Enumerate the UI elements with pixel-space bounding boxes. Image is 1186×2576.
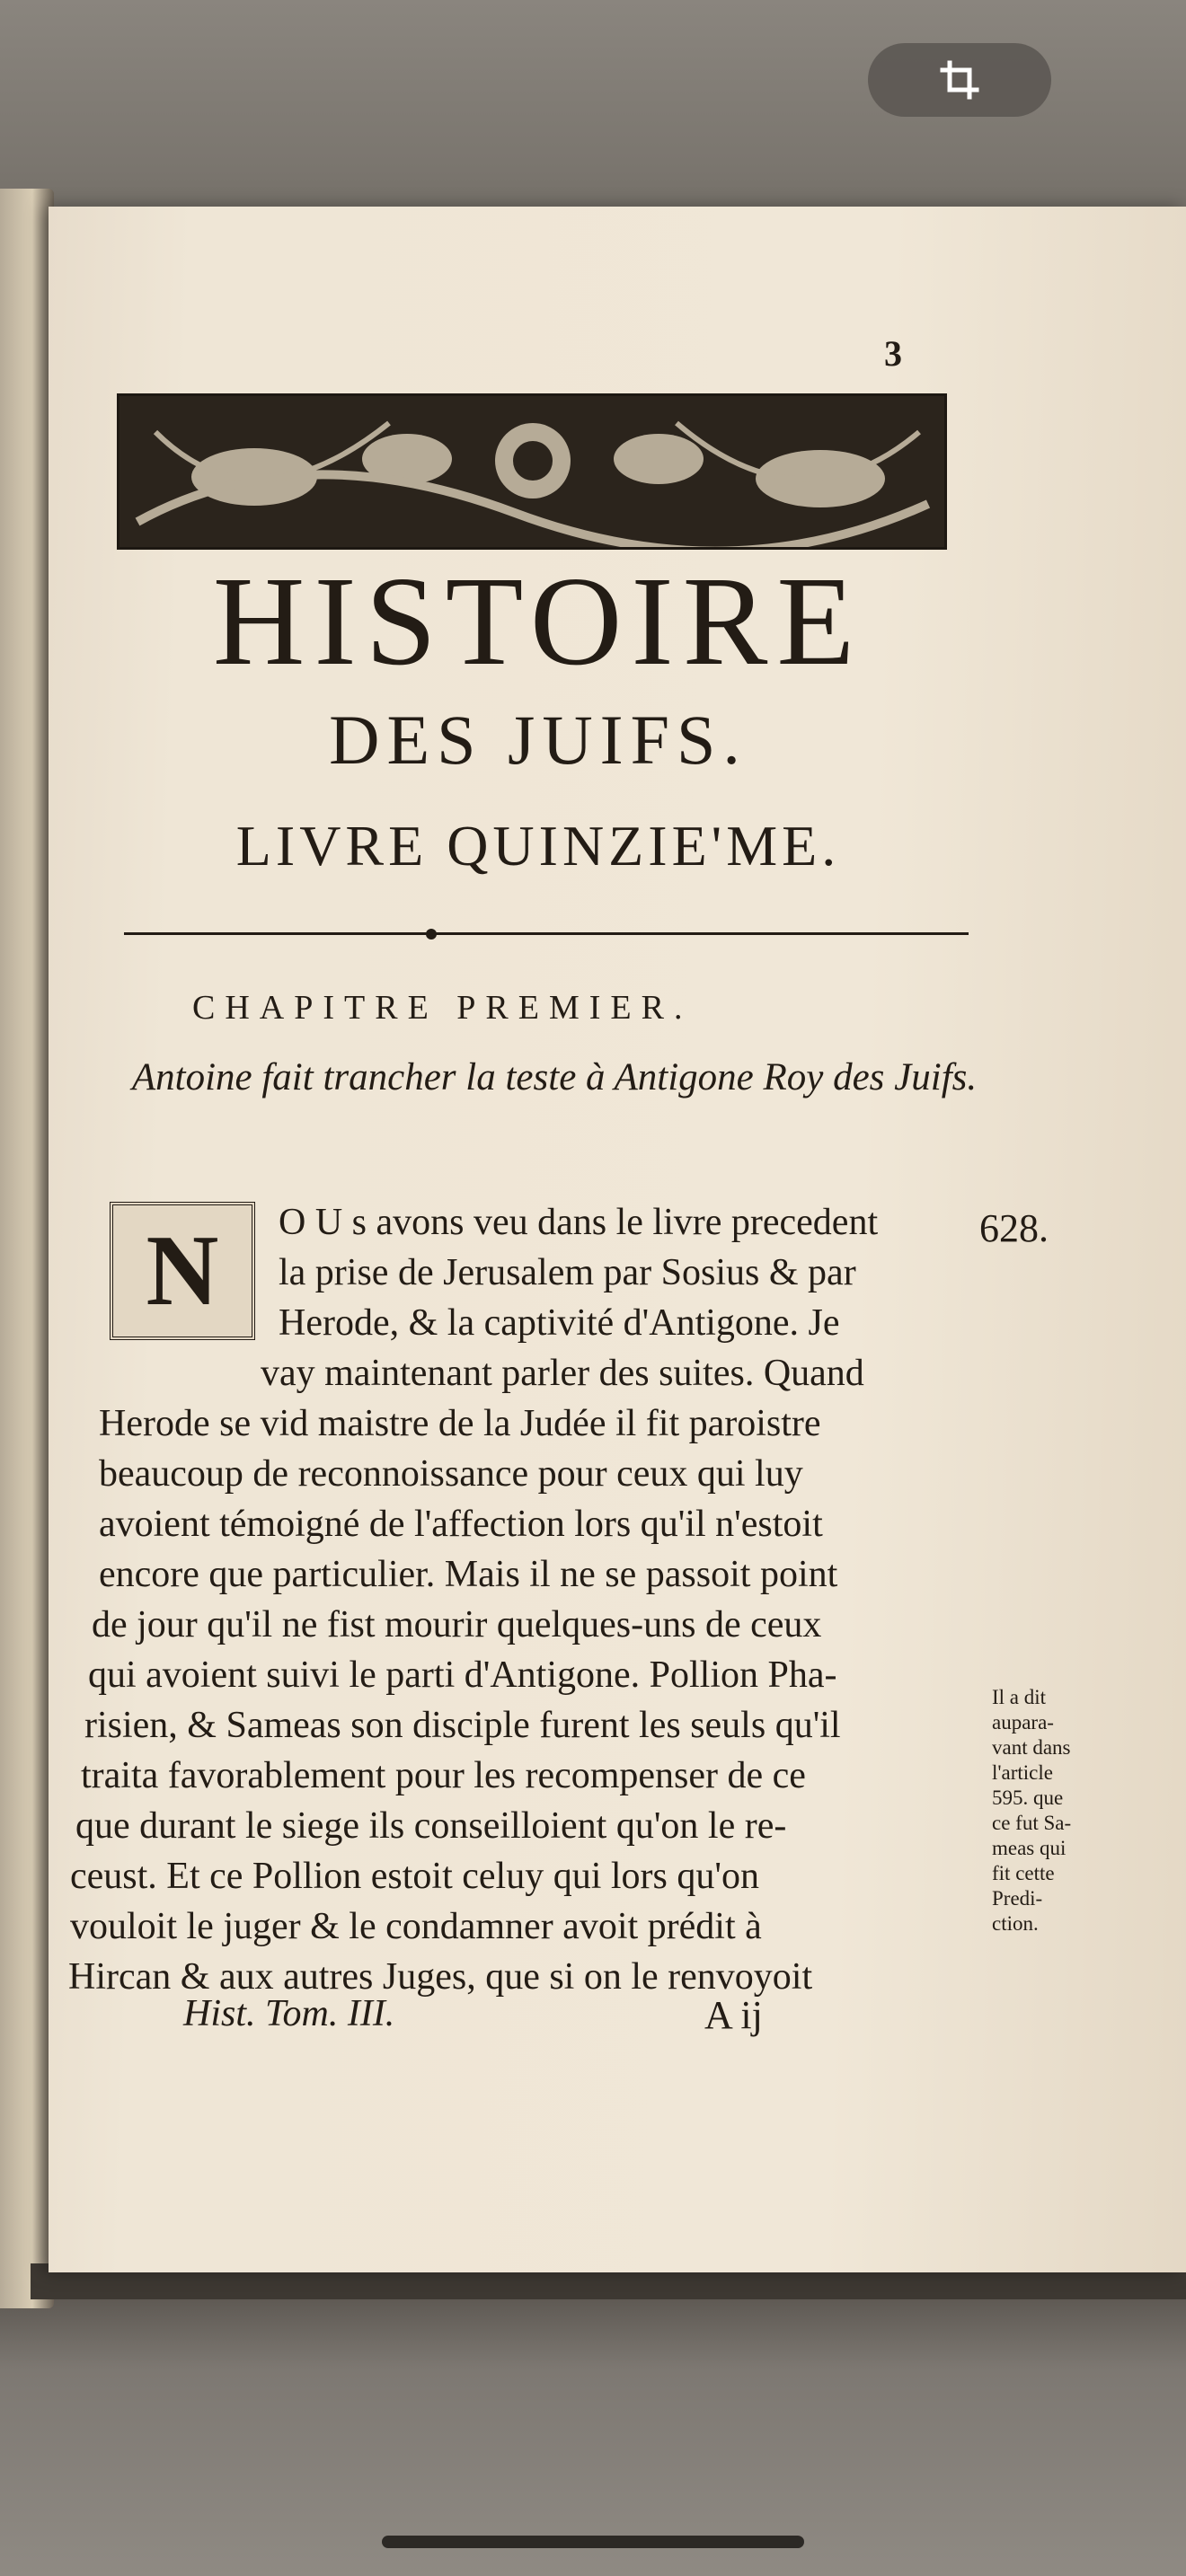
- footer-signature: Hist. Tom. III.: [183, 1993, 395, 2034]
- subtitle: DES JUIFS.: [329, 701, 748, 779]
- margin-note-line: l'article: [992, 1761, 1053, 1784]
- divider-ornament-icon: [426, 929, 437, 940]
- text-line: de jour qu'il ne fist mourir quelques-uns de ceux: [92, 1604, 822, 1645]
- text-line: que durant le siege ils conseilloient qu'on le re-: [75, 1805, 787, 1847]
- text-line: vouloit le juger & le condamner avoit prédit à: [70, 1906, 762, 1947]
- text-line: Herode se vid maistre de la Judée il fit paroistre: [99, 1403, 821, 1444]
- text-line: qui avoient suivi le parti d'Antigone. Pollion Pha-: [88, 1654, 837, 1696]
- text-line: Hircan & aux autres Juges, que si on le renvoyoit: [68, 1956, 813, 1998]
- table-surface-bottom: [0, 2281, 1186, 2576]
- home-indicator[interactable]: [382, 2536, 804, 2548]
- text-line: encore que particulier. Mais il ne se passoit point: [99, 1554, 838, 1595]
- margin-date: 628.: [979, 1206, 1049, 1250]
- text-line: vay maintenant parler des suites. Quand: [261, 1353, 864, 1394]
- margin-note-line: Il a dit: [992, 1686, 1047, 1708]
- chapter-title: CHAPITRE PREMIER.: [192, 989, 693, 1027]
- page-number: 3: [884, 333, 902, 374]
- text-line: beaucoup de reconnoissance pour ceux qui luy: [99, 1453, 803, 1495]
- margin-note-line: fit cette: [992, 1862, 1055, 1884]
- margin-note-line: ce fut Sa-: [992, 1812, 1072, 1834]
- crop-button[interactable]: [868, 43, 1051, 117]
- margin-note-line: Predi-: [992, 1887, 1043, 1910]
- text-line: traita favorablement pour les recompenser de ce: [81, 1755, 806, 1796]
- headpiece-ornament-icon: [119, 396, 944, 547]
- margin-note-line: vant dans: [992, 1736, 1071, 1759]
- main-title: HISTOIRE: [212, 550, 864, 692]
- drop-cap: N: [110, 1202, 255, 1340]
- ornamental-headpiece: [117, 393, 947, 550]
- margin-note-line: ction.: [992, 1912, 1039, 1935]
- book-left-edge: [0, 189, 54, 2308]
- margin-note-line: aupara-: [992, 1711, 1054, 1734]
- book-title: LIVRE QUINZIE'ME.: [235, 814, 841, 878]
- margin-note-line: 595. que: [992, 1786, 1064, 1809]
- text-line: avoient témoigné de l'affection lors qu'il n'estoit: [99, 1504, 823, 1545]
- text-line: ceust. Et ce Pollion estoit celuy qui lors qu'on: [70, 1856, 759, 1897]
- crop-icon: [939, 59, 980, 101]
- margin-note-line: meas qui: [992, 1837, 1067, 1859]
- text-line: O U s avons veu dans le livre precedent: [279, 1202, 879, 1243]
- chapter-summary: Antoine fait trancher la teste à Antigone Roy des Juifs.: [131, 1056, 978, 1098]
- divider-rule: [124, 932, 969, 935]
- text-line: Herode, & la captivité d'Antigone. Je: [279, 1302, 840, 1344]
- text-line: risien, & Sameas son disciple furent les seuls qu'il: [84, 1705, 841, 1746]
- text-line: la prise de Jerusalem par Sosius & par: [279, 1252, 856, 1293]
- book-page: [49, 207, 1186, 2272]
- footer-signature-mark: A ij: [704, 1993, 763, 2037]
